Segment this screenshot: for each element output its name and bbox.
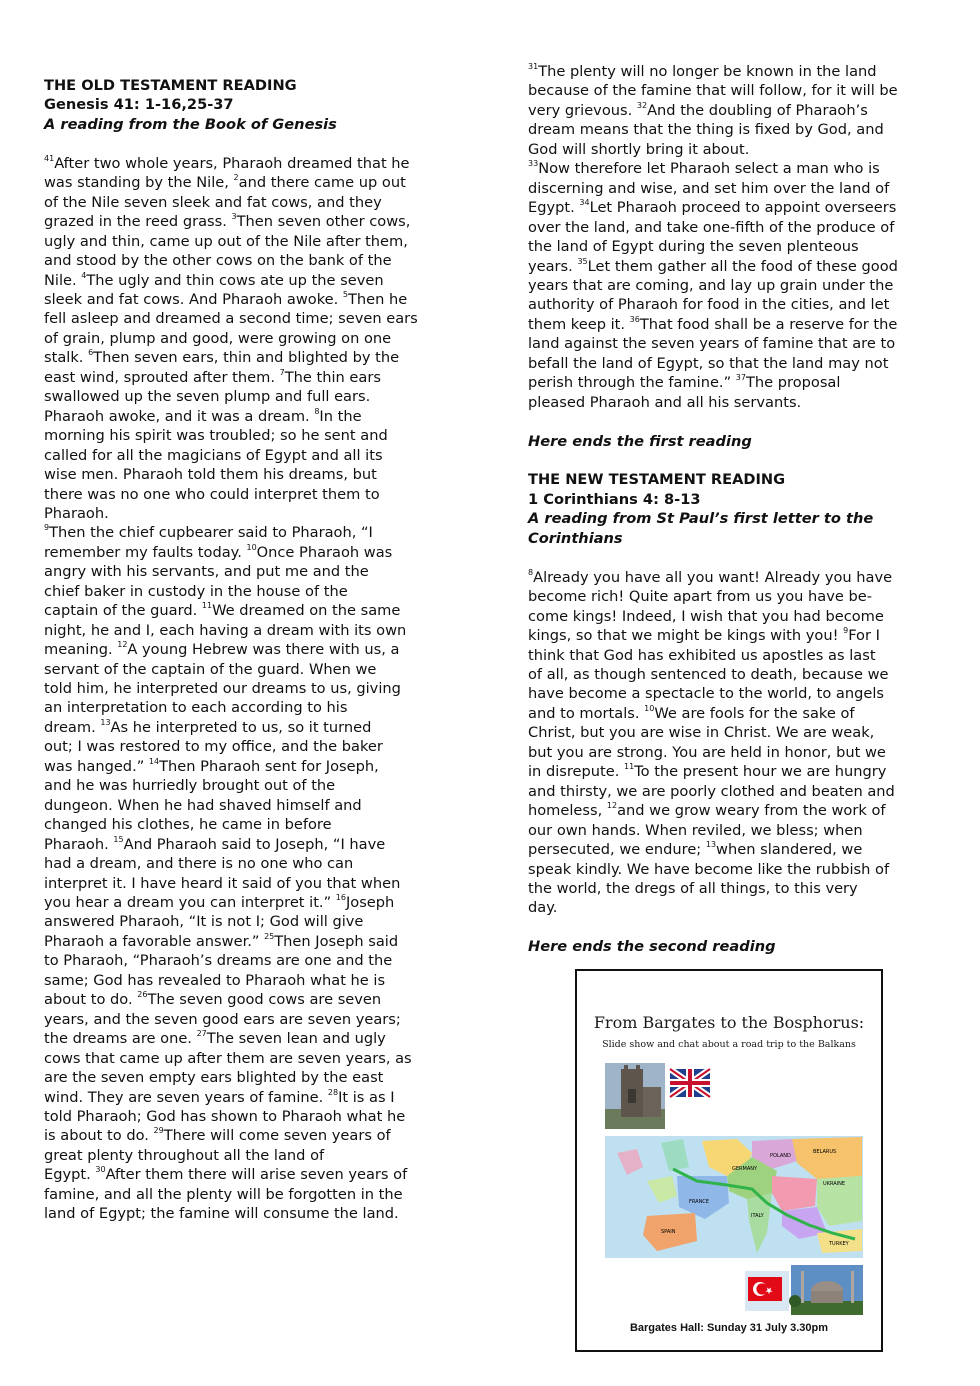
ot-passage-continued: $^{31}$The plenty will no longer be known in the land because of the famine that will follow, for it will be very grievous. $^{32}$And the doubling of Pharaoh’s dream means that the thing is fixed by God, and God will shortly bring it about. $^{33}$Now therefore let Pharaoh select a man who is discerning and wise, and set him over the land of Egypt. $^{34}$Let Pharaoh proceed to appoint overseers over the land, and take one-fifth of the produce of the land of Egypt during the seven plenteous years. $^{35}$Let them gather all the food of these good years that are coming, and lay up grain under the authority of Pharaoh for food in the cities, and let them keep it. $^{36}$That food shall be a reserve for the land against the seven years of famine that are to befall the land of Egypt, so that the land may not perish through the famine.” $^{37}$The proposal pleased Pharaoh and all his servants.	[528, 62, 898, 411]
map-label-turkey: TURKEY	[829, 1241, 849, 1247]
verse-number: 35	[577, 256, 588, 266]
verse-number: 10	[644, 703, 655, 713]
verse-number: 4	[81, 270, 87, 280]
verse-number: 28	[327, 1087, 339, 1097]
verse-number: 6	[88, 348, 94, 358]
ot-passage: $^{41}$After two whole years, Pharaoh dreamed that he was standing by the Nile, $^2$and there came up out of the Nile seven sleek and fat cows, and they grazed in the reed grass. $^3$Then seven other cows, ugly and thin, came up out of the Nile after them, and stood by the other cows on the bank of the Nile. $^4$The ugly and thin cows ate up the seven sleek and fat cows. And Pharaoh awoke. $^5$Then he fell asleep and dreamed a second time; seven ears of grain, plump and good, were growing on one stalk. $^6$Then seven ears, thin and blighted by the east wind, sprouted after them. $^7$The thin ears swallowed up the seven plump and full ears. Pharaoh awoke, and it was a dream. $^8$In the morning his spirit was troubled; so he sent and called for all the magicians of Egypt and all its wise men. Pharaoh told them his dreams, but there was no one who could interpret them to Pharaoh. $^9$Then the chief cupbearer said to Pharaoh, “I remember my faults today. $^{10}$Once Pharaoh was angry with his servants, and put me and the chief baker in custody in the house of the captain of the guard. $^{11}$We dreamed on the same night, he and I, each having a dream with its own meaning. $^{12}$A young Hebrew was there with us, a servant of the captain of the guard. When we told him, he interpreted our dreams to us, giving an interpretation to each according to his dream. $^{13}$As he interpreted to us, so it turned out; I was restored to my office, and the baker was hanged.” $^{14}$Then Pharaoh sent for Joseph, and he was hurriedly brought out of the dungeon. When he had shaved himself and changed his clothes, he came in before Pharaoh. $^{15}$And Pharaoh said to Joseph, “I have had a dream, and there is no one who can interpret it. I have heard it said of you that when you hear a dream you can interpret it.” $^{16}$Joseph answered Pharaoh, “It is not I; God will give Pharaoh a favorable answer.” $^{25}$Then Joseph said to Pharaoh, “Pharaoh’s dreams are one and the same; God has revealed to Pharaoh what he is about to do. $^{26}$The seven good cows are seven years, and the seven good ears are seven years; the dreams are one. $^{27}$The seven lean and ugly cows that came up after them are seven years, as are the seven empty ears blighted by the east wind. They are seven years of famine. $^{28}$It is as I told Pharaoh; God has shown to Pharaoh what he is about to do. $^{29}$There will come seven years of great plenty throughout all the land of Egypt. $^{30}$After them there will arise seven years of famine, and all the plenty will be forgotten in the land of Egypt; the famine will consume the land.	[44, 153, 418, 1223]
verse-number: 11	[201, 601, 213, 611]
map-label-belarus: BELARUS	[813, 1149, 837, 1155]
right-column	[528, 62, 938, 957]
ot-intro: A reading from the Book of Genesis	[44, 115, 337, 133]
verse-number: 29	[153, 1126, 164, 1136]
verse-number: 13	[705, 840, 717, 850]
verse-number: 9	[843, 626, 849, 636]
map-label-poland: POLAND	[770, 1153, 791, 1159]
europe-map	[605, 1136, 863, 1258]
left-column	[44, 76, 456, 1224]
verse-number: 33	[528, 159, 539, 169]
map-label-germany: GERMANY	[732, 1166, 758, 1172]
turkish-flag-icon	[745, 1271, 789, 1311]
verse-number: 31	[528, 62, 539, 71]
nt-intro: A reading from St Paul’s first letter to the Corinthians	[528, 510, 874, 547]
verse-number: 12	[606, 801, 618, 811]
verse-number: 7	[279, 367, 285, 377]
verse-number: 15	[113, 834, 124, 844]
ot-ending: Here ends the first reading	[528, 432, 752, 450]
map-label-france: FRANCE	[689, 1199, 709, 1205]
mosque-photo	[789, 1265, 863, 1315]
nt-heading: THE NEW TESTAMENT READING	[528, 471, 786, 489]
verse-number: 14	[148, 756, 160, 766]
poster-footer: Bargates Hall: Sunday 31 July 3.30pm	[629, 1322, 829, 1334]
verse-number: 10	[246, 542, 257, 552]
verse-number: 2	[233, 173, 239, 183]
verse-number: 11	[624, 762, 635, 772]
verse-number: 34	[579, 198, 590, 208]
nt-ending: Here ends the second reading	[528, 938, 776, 956]
poster-images	[577, 971, 880, 1349]
verse-number: 36	[629, 314, 640, 324]
poster-title: From Bargates to the Bosphorus:	[593, 1013, 865, 1032]
poster-subtitle: Slide show and chat about a road trip to the Balkans	[602, 1039, 856, 1050]
nt-passage: $^8$Already you have all you want! Already you have become rich! Quite apart from us you have be- come kings! Indeed, I wish that you had become kings, so that we might be kings with you! $^9$For I think that God has exhibited us apostles as last of all, as though sentenced to death, because we have become a spectacle to the world, to angels and to mortals. $^{10}$We are fools for the sake of Christ, but you are wise in Christ. We are weak, but you are strong. You are held in honor, but we in disrepute. $^{11}$To the present hour we are hungry and thirsty, we are poorly clothed and beaten and homeless, $^{12}$and we grow weary from the work of our own hands. When reviled, we bless; when persecuted, we endure; $^{13}$when slandered, we speak kindly. We have become like the rubbish of the world, the dregs of all things, to this very day.	[528, 567, 895, 917]
verse-number: 3	[231, 212, 237, 222]
verse-number: 27	[196, 1029, 207, 1039]
verse-number: 26	[137, 990, 148, 1000]
church-photo	[605, 1063, 665, 1129]
event-poster	[575, 969, 883, 1352]
ot-heading: THE OLD TESTAMENT READING	[44, 77, 297, 94]
verse-number: 32	[636, 100, 648, 110]
verse-number: 30	[95, 1165, 106, 1175]
verse-number: 37	[735, 373, 746, 383]
nt-reference: 1 Corinthians 4: 8-13	[528, 490, 701, 508]
union-flag-icon	[670, 1069, 710, 1097]
map-label-spain: SPAIN	[661, 1229, 676, 1235]
map-label-italy: ITALY	[751, 1213, 764, 1219]
map-label-ukraine: UKRAINE	[823, 1181, 846, 1187]
verse-number: 41	[44, 153, 55, 163]
verse-number: 5	[342, 289, 348, 299]
verse-number: 8	[314, 406, 320, 416]
ot-reference: Genesis 41: 1-16,25-37	[44, 96, 234, 114]
verse-number: 12	[117, 640, 128, 650]
verse-number: 25	[264, 931, 275, 941]
verse-number: 16	[335, 893, 346, 903]
verse-number: 13	[100, 717, 111, 727]
verse-number: 9	[44, 523, 50, 533]
verse-number: 8	[528, 567, 534, 577]
